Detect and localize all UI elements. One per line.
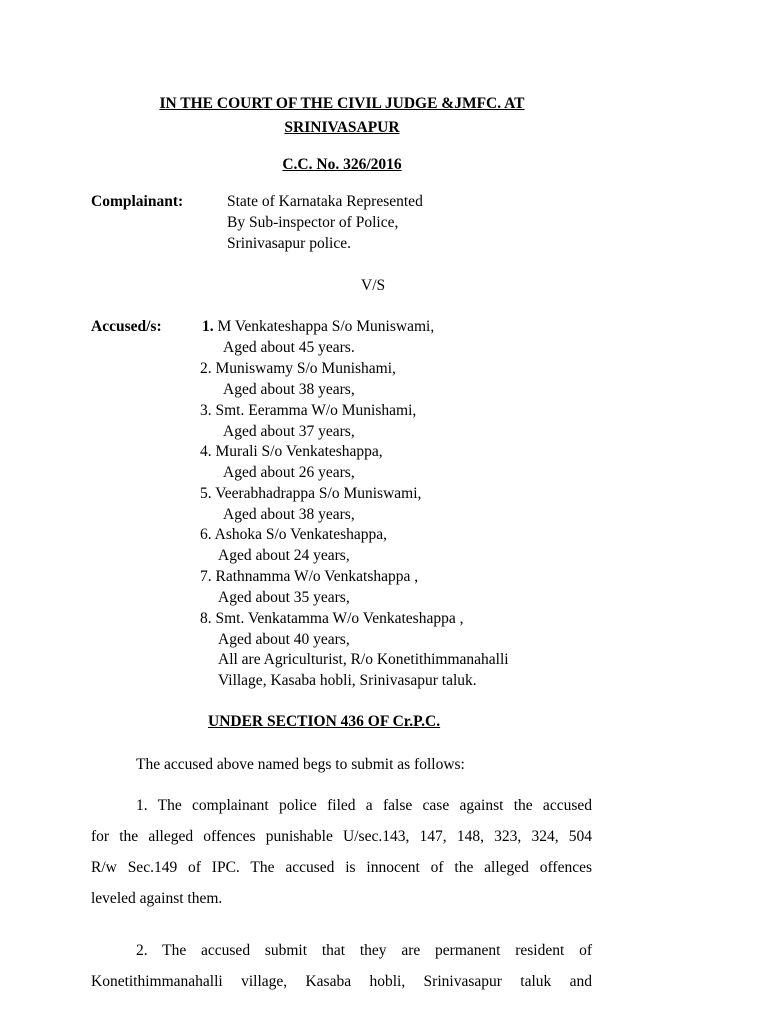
paragraph-2-line: Konetithimmanahalli village, Kasaba hobli, Srinivasapur taluk and bbox=[91, 973, 592, 990]
accused-address: All are Agriculturist, R/o Konetithimmanahalli bbox=[218, 651, 509, 668]
accused-age: Aged about 26 years, bbox=[223, 464, 355, 481]
paragraph-1-line: for the alleged offences punishable U/sec.143, 147, 148, 323, 324, 504 bbox=[91, 828, 592, 845]
accused-item-4: 4. Murali S/o Venkateshappa, bbox=[200, 443, 383, 460]
accused-item-2: 2. Muniswamy S/o Munishami, bbox=[200, 360, 396, 377]
accused-age: Aged about 35 years, bbox=[218, 589, 350, 606]
complainant-line: By Sub-inspector of Police, bbox=[227, 214, 399, 231]
accused-age: Aged about 37 years, bbox=[223, 423, 355, 440]
accused-age: Aged about 40 years, bbox=[218, 631, 350, 648]
accused-label: Accused/s: bbox=[91, 318, 162, 335]
versus-label: V/S bbox=[361, 277, 386, 294]
complainant-label: Complainant: bbox=[91, 193, 184, 210]
accused-item-1 bbox=[202, 319, 434, 335]
paragraph-1-line: 1. The complainant police filed a false case against the accused bbox=[136, 797, 592, 814]
accused-item-text: M Venkateshappa S/o Muniswami, bbox=[213, 318, 435, 335]
case-number: C.C. No. 326/2016 bbox=[282, 156, 402, 173]
section-heading: UNDER SECTION 436 OF Cr.P.C. bbox=[208, 713, 441, 730]
accused-item-7: 7. Rathnamma W/o Venkatshappa , bbox=[200, 568, 419, 585]
accused-age: Aged about 24 years, bbox=[218, 547, 350, 564]
court-heading-line1: IN THE COURT OF THE CIVIL JUDGE &JMFC. AT bbox=[159, 95, 525, 112]
complainant-line: Srinivasapur police. bbox=[227, 235, 351, 252]
accused-age: Aged about 38 years, bbox=[223, 506, 355, 523]
accused-age: Aged about 45 years. bbox=[223, 339, 355, 356]
paragraph-1-line: R/w Sec.149 of IPC. The accused is innocent of the alleged offences bbox=[91, 859, 592, 876]
accused-address: Village, Kasaba hobli, Srinivasapur taluk. bbox=[218, 672, 477, 689]
accused-item-5: 5. Veerabhadrappa S/o Muniswami, bbox=[200, 485, 422, 502]
accused-item-8: 8. Smt. Venkatamma W/o Venkateshappa , bbox=[200, 610, 464, 627]
intro-paragraph: The accused above named begs to submit as follows: bbox=[136, 756, 465, 773]
paragraph-1-line: leveled against them. bbox=[91, 890, 223, 907]
accused-item-6: 6. Ashoka S/o Venkateshappa, bbox=[200, 526, 387, 543]
accused-item-number: 1. bbox=[202, 318, 214, 335]
accused-item-3: 3. Smt. Eeramma W/o Munishami, bbox=[200, 402, 417, 419]
paragraph-2-line: 2. The accused submit that they are permanent resident of bbox=[136, 942, 592, 959]
court-heading-line2: SRINIVASAPUR bbox=[284, 119, 400, 136]
accused-age: Aged about 38 years, bbox=[223, 381, 355, 398]
complainant-line: State of Karnataka Represented bbox=[227, 193, 423, 210]
